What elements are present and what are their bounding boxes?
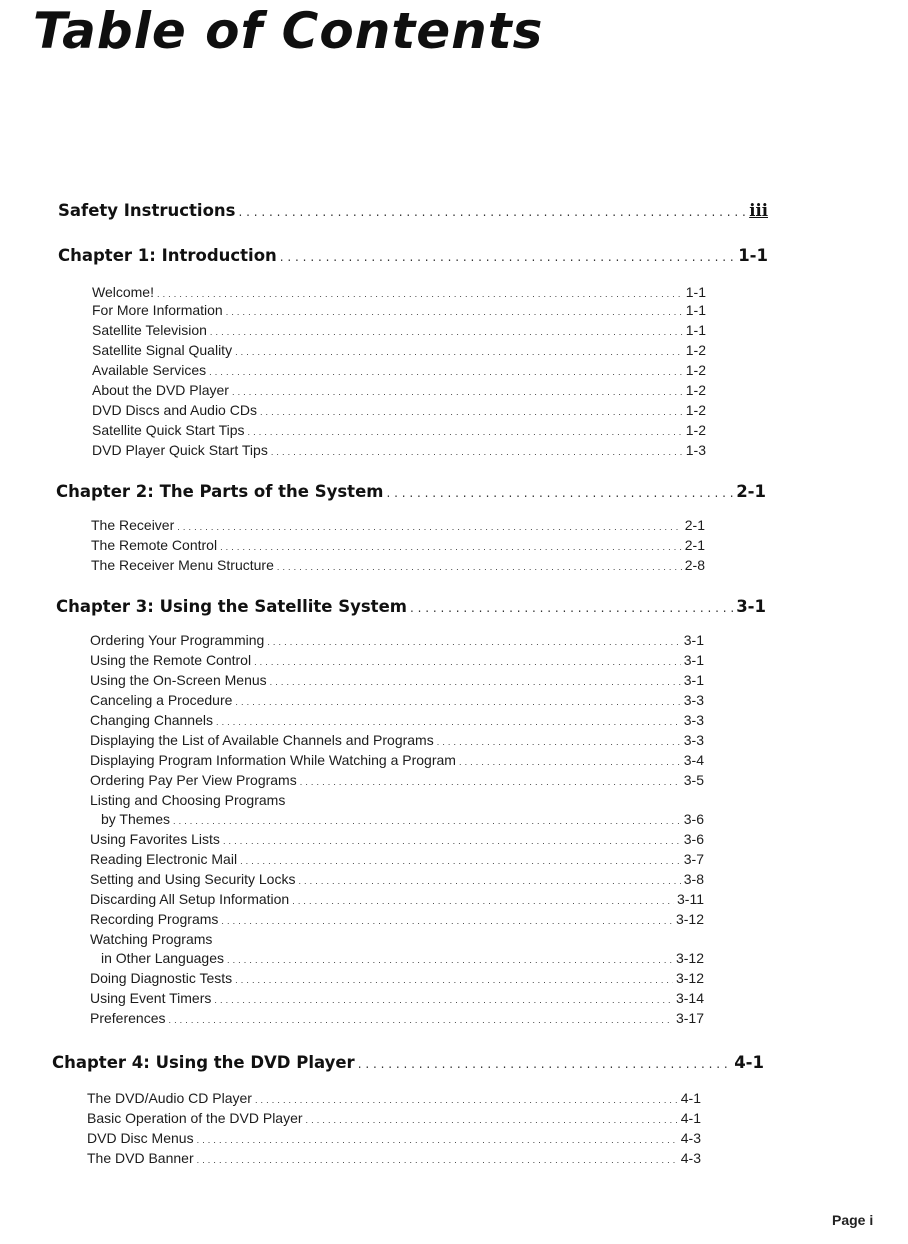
toc-item-label: Setting and Using Security Locks: [90, 871, 296, 887]
dot-leader: [209, 367, 683, 377]
dot-leader: [221, 916, 673, 926]
toc-item-label: The DVD/Audio CD Player: [87, 1090, 252, 1106]
toc-item-page: 3-3: [683, 692, 704, 708]
page-title: Table of Contents: [33, 2, 544, 60]
dot-leader: [240, 856, 681, 866]
toc-item-preferences[interactable]: [90, 1010, 704, 1026]
toc-chapter-1[interactable]: [58, 246, 768, 265]
toc-item-welcome[interactable]: [92, 284, 706, 300]
toc-item-label: Using Favorites Lists: [90, 831, 220, 847]
toc-item-page: 3-3: [683, 732, 704, 748]
dot-leader: [254, 657, 681, 667]
toc-item-page: 2-1: [684, 517, 705, 533]
toc-entry-page: 4-1: [734, 1053, 764, 1072]
toc-item-label: Available Services: [92, 362, 207, 378]
dot-leader: [248, 427, 683, 437]
toc-item-using-the-on-screen-menus[interactable]: [90, 672, 704, 688]
toc-item-page: 3-17: [675, 1010, 704, 1026]
toc-item-recording-programs[interactable]: [90, 911, 704, 927]
toc-item-basic-operation-dvd-player[interactable]: [87, 1110, 701, 1126]
dot-leader: [232, 387, 683, 397]
toc-item-label: Displaying the List of Available Channels and Programs: [90, 732, 434, 748]
toc-item-page: 3-6: [683, 831, 704, 847]
toc-item-label: Satellite Signal Quality: [92, 342, 233, 358]
toc-item-page: 3-7: [683, 851, 704, 867]
toc-item-the-receiver-menu-structure[interactable]: [91, 557, 705, 573]
dot-leader: [277, 562, 682, 572]
toc-item-page: 1-2: [685, 362, 706, 378]
dot-leader: [173, 816, 681, 826]
dot-leader: [437, 737, 681, 747]
toc-item-page: 3-12: [675, 911, 704, 927]
toc-item-label: Using the Remote Control: [90, 652, 252, 668]
toc-item-label: Satellite Television: [92, 322, 207, 338]
dot-leader: [216, 717, 681, 727]
toc-item-dvd-discs-and-audio-cds[interactable]: [92, 402, 706, 418]
toc-item-page: 2-1: [684, 537, 705, 553]
toc-item-label: in Other Languages: [101, 950, 224, 966]
toc-item-page: 1-2: [685, 422, 706, 438]
dot-leader: [280, 250, 735, 264]
toc-item-page: 1-1: [685, 322, 706, 338]
toc-item-label: About the DVD Player: [92, 382, 229, 398]
toc-item-page: 4-3: [680, 1150, 701, 1166]
toc-item-page: 3-6: [683, 811, 704, 827]
toc-item-label: by Themes: [101, 811, 170, 827]
toc-item-page: 4-3: [680, 1130, 701, 1146]
dot-leader: [157, 289, 683, 299]
toc-item-page: 1-2: [685, 342, 706, 358]
toc-item-ordering-your-programming[interactable]: [90, 632, 704, 648]
toc-item-dvd-disc-menus[interactable]: [87, 1130, 701, 1146]
toc-item-satellite-quick-start-tips[interactable]: [92, 422, 706, 438]
toc-item-page: 3-12: [675, 970, 704, 986]
toc-item-available-services[interactable]: [92, 362, 706, 378]
toc-item-security-locks[interactable]: [90, 871, 704, 887]
toc-item-page: 1-1: [685, 302, 706, 318]
toc-item-discarding-setup-information[interactable]: [90, 891, 704, 907]
dot-leader: [255, 1095, 678, 1105]
toc-item-page: 3-3: [683, 712, 704, 728]
toc-item-page: 2-8: [684, 557, 705, 573]
toc-item-page: 3-1: [683, 652, 704, 668]
toc-item-page: 4-1: [680, 1090, 701, 1106]
toc-item-in-other-languages[interactable]: [101, 950, 704, 966]
dot-leader: [238, 205, 746, 219]
toc-item-displaying-list-of-channels[interactable]: [90, 732, 704, 748]
toc-item-label: Canceling a Procedure: [90, 692, 233, 708]
toc-item-page: 3-4: [683, 752, 704, 768]
toc-item-label: The Receiver: [91, 517, 175, 533]
toc-entry-page: iii: [749, 201, 768, 220]
toc-item-reading-electronic-mail[interactable]: [90, 851, 704, 867]
dot-leader: [459, 757, 681, 767]
toc-safety-instructions[interactable]: [58, 201, 768, 220]
dot-leader: [235, 975, 673, 985]
toc-item-by-themes[interactable]: [101, 811, 704, 827]
toc-item-page: 3-12: [675, 950, 704, 966]
toc-item-label: DVD Player Quick Start Tips: [92, 442, 268, 458]
toc-item-label: DVD Disc Menus: [87, 1130, 194, 1146]
dot-leader: [197, 1135, 678, 1145]
toc-entry-label: Safety Instructions: [58, 201, 236, 220]
toc-item-displaying-program-information[interactable]: [90, 752, 704, 768]
toc-item-page: 3-14: [675, 990, 704, 1006]
toc-chapter-4[interactable]: [52, 1053, 764, 1072]
toc-item-page: 1-2: [685, 382, 706, 398]
toc-item-dvd-player-quick-start-tips[interactable]: [92, 442, 706, 458]
dot-leader: [386, 486, 733, 500]
toc-item-label: Ordering Pay Per View Programs: [90, 772, 297, 788]
dot-leader: [271, 447, 683, 457]
dot-leader: [220, 542, 682, 552]
dot-leader: [410, 601, 733, 615]
toc-item-using-favorites-lists[interactable]: [90, 831, 704, 847]
toc-item-page: 3-8: [683, 871, 704, 887]
dot-leader: [223, 836, 681, 846]
toc-item-label: Preferences: [90, 1010, 166, 1026]
dot-leader: [300, 777, 681, 787]
dot-leader: [306, 1115, 678, 1125]
toc-item-page: 4-1: [680, 1110, 701, 1126]
toc-item-page: 3-11: [677, 891, 704, 907]
dot-leader: [292, 896, 674, 906]
toc-item-page: 1-2: [685, 402, 706, 418]
toc-item-page: 1-1: [685, 284, 706, 300]
toc-entry-label: Chapter 1: Introduction: [58, 246, 277, 265]
toc-entry-page: 2-1: [736, 482, 766, 501]
toc-item-dvd-audio-cd-player[interactable]: [87, 1090, 701, 1106]
toc-item-page: 3-1: [683, 632, 704, 648]
dot-leader: [210, 327, 683, 337]
toc-chapter-2[interactable]: [56, 482, 766, 501]
toc-item-label: Reading Electronic Mail: [90, 851, 238, 867]
dot-leader: [227, 955, 673, 965]
dot-leader: [168, 1015, 672, 1025]
dot-leader: [270, 677, 681, 687]
toc-entry-label: Chapter 4: Using the DVD Player: [52, 1053, 355, 1072]
toc-entry-page: 1-1: [738, 246, 768, 265]
toc-item-watching-programs[interactable]: Watching Programs: [90, 931, 213, 947]
dot-leader: [235, 347, 683, 357]
toc-item-label: Discarding All Setup Information: [90, 891, 290, 907]
toc-item-page: 3-5: [683, 772, 704, 788]
toc-item-label: Doing Diagnostic Tests: [90, 970, 233, 986]
page-number: Page i: [832, 1212, 874, 1228]
toc-item-satellite-signal-quality[interactable]: [92, 342, 706, 358]
dot-leader: [298, 876, 680, 886]
toc-item-label: The DVD Banner: [87, 1150, 194, 1166]
dot-leader: [177, 522, 682, 532]
toc-item-label: Ordering Your Programming: [90, 632, 265, 648]
toc-item-label: Using the On-Screen Menus: [90, 672, 267, 688]
dot-leader: [267, 637, 680, 647]
dot-leader: [358, 1057, 731, 1071]
toc-item-label: The Remote Control: [91, 537, 218, 553]
dot-leader: [197, 1155, 678, 1165]
toc-item-using-event-timers[interactable]: [90, 990, 704, 1006]
toc-item-label: The Receiver Menu Structure: [91, 557, 274, 573]
toc-item-using-the-remote-control[interactable]: [90, 652, 704, 668]
toc-item-label: For More Information: [92, 302, 223, 318]
toc-item-label: Changing Channels: [90, 712, 213, 728]
toc-item-canceling-a-procedure[interactable]: [90, 692, 704, 708]
toc-item-the-receiver[interactable]: [91, 517, 705, 533]
toc-entry-label: Chapter 3: Using the Satellite System: [56, 597, 407, 616]
toc-item-label: Basic Operation of the DVD Player: [87, 1110, 303, 1126]
toc-item-the-remote-control[interactable]: [91, 537, 705, 553]
toc-item-doing-diagnostic-tests[interactable]: [90, 970, 704, 986]
toc-item-label: Welcome!: [92, 284, 154, 300]
toc-item-page: 1-3: [685, 442, 706, 458]
dot-leader: [260, 407, 683, 417]
toc-item-page: 3-1: [683, 672, 704, 688]
toc-entry-label: Chapter 2: The Parts of the System: [56, 482, 384, 501]
toc-item-label: Satellite Quick Start Tips: [92, 422, 245, 438]
toc-item-label: Recording Programs: [90, 911, 219, 927]
dot-leader: [226, 307, 683, 317]
toc-chapter-3[interactable]: [56, 597, 766, 616]
toc-item-label: Using Event Timers: [90, 990, 212, 1006]
toc-item-about-the-dvd-player[interactable]: [92, 382, 706, 398]
toc-item-changing-channels[interactable]: [90, 712, 704, 728]
toc-item-listing-and-choosing-programs[interactable]: Listing and Choosing Programs: [90, 792, 286, 808]
toc-item-label: Displaying Program Information While Watching a Program: [90, 752, 456, 768]
toc-item-label: DVD Discs and Audio CDs: [92, 402, 257, 418]
toc-item-ordering-pay-per-view[interactable]: [90, 772, 704, 788]
toc-entry-page: 3-1: [736, 597, 766, 616]
dot-leader: [214, 995, 673, 1005]
toc-item-dvd-banner[interactable]: [87, 1150, 701, 1166]
toc-item-satellite-television[interactable]: [92, 322, 706, 338]
dot-leader: [235, 697, 680, 707]
toc-item-for-more-information[interactable]: [92, 302, 706, 318]
